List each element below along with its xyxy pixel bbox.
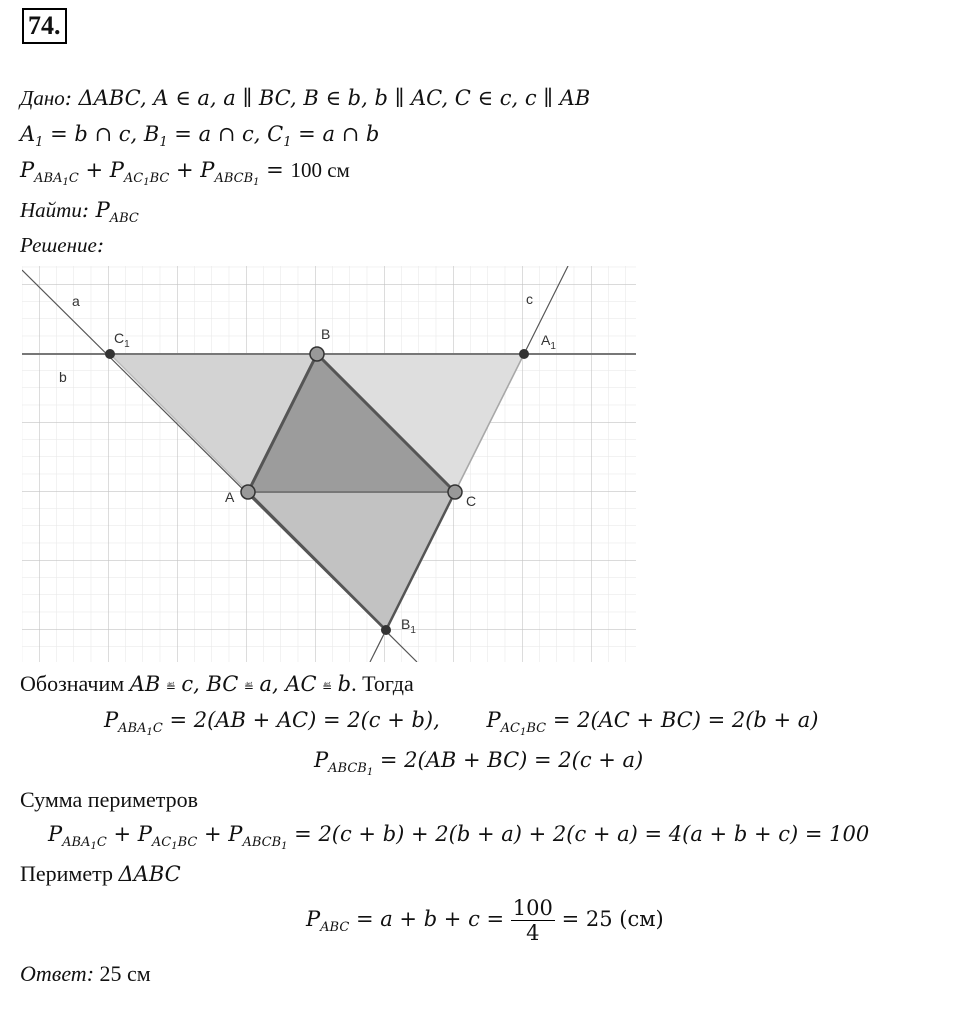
answer-value: 25 см [99, 961, 151, 986]
point-a1 [519, 349, 529, 359]
point-c1 [105, 349, 115, 359]
label-line-c: c [526, 291, 533, 307]
result-fraction: $\frac{100}{4}$ [512, 896, 553, 945]
answer-line [20, 961, 151, 987]
label-line-b: b [59, 369, 67, 385]
label-b: B [321, 326, 331, 342]
label-line-a: a [72, 293, 80, 309]
label-a: A [225, 489, 235, 505]
label-a1: $A_1$ [541, 332, 556, 352]
geometry-figure [22, 266, 636, 662]
formula-result: $P_{ABC} = a + b + c$ = $\frac{100}{4}$ = 25 (см) [306, 896, 664, 945]
find-label: Найти [20, 198, 82, 222]
point-b1 [381, 625, 391, 635]
point-a [241, 485, 255, 499]
given-line-2: $A_1 = b$ ∩ c, $B_1 = a$ ∩ c, $C_1 = a$ ∩ b [20, 122, 380, 150]
perimeter-line: Периметр ΔABC [20, 861, 181, 886]
find-line: Найти: $P_{ABC}$ [20, 198, 139, 226]
problem-number: 74. [22, 8, 67, 44]
given-line-1: Дано: ΔABC, A ∈ a, a ∥ BC, B ∈ b, b ∥ AC, C ∈ c, c ∥ AB [20, 86, 591, 110]
given-line-3: $P_{ABA_1C} + P_{AC_1BC} + P_{ABCB_1} = 100$ см [20, 158, 350, 188]
formula-sum: $P_{ABA_1C} + P_{AC_1BC} + P_{ABCB_1} = 2(c + b) + 2(b + a) + 2(c + a) = 4(a + b + c) = 100$ [48, 822, 870, 852]
formula-perimeters-2: $P_{ABCB_1} = 2(AB + BC) = 2(c + a)$ [314, 748, 644, 778]
label-b1: $B_1$ [401, 616, 416, 636]
answer-label: Ответ: [20, 961, 95, 986]
solution-label: Решение: [20, 233, 104, 257]
point-b [310, 347, 324, 361]
sum-label: Сумма периметров [20, 787, 199, 812]
formula-perimeters-1: $P_{ABA_1C} = 2(AB + AC) = 2(c + b)$, $P_{AC_1BC} = 2(AC + BC) = 2(b + a)$ [104, 708, 819, 738]
label-c1: $C_1$ [114, 330, 130, 350]
point-c [448, 485, 462, 499]
given-label: Дано [20, 86, 65, 110]
notation-line: Обозначим AB ≝ c, BC ≝ a, AC ≝ b. Тогда [20, 671, 414, 696]
label-c: C [466, 493, 477, 509]
